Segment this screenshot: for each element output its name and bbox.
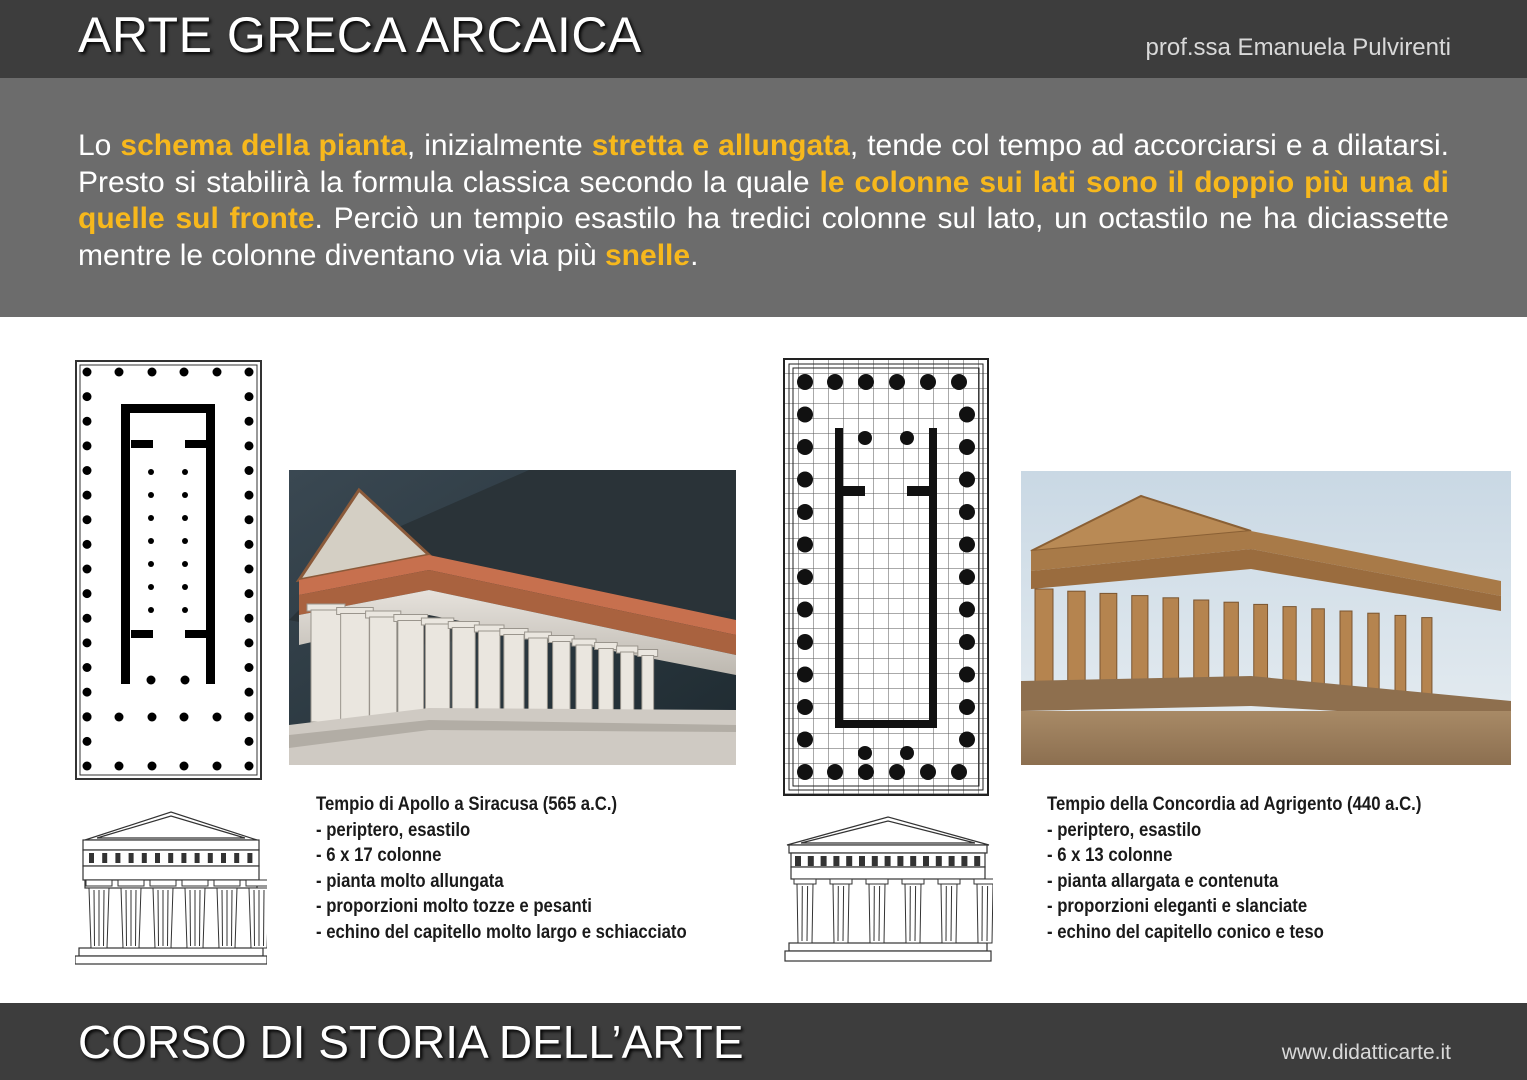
- column: [1368, 613, 1379, 699]
- column-dot: [83, 663, 92, 672]
- triglyph: [961, 856, 967, 866]
- intro-text: , tende col tempo ad accorciarsi e a dilatarsi. Presto si stabilirà la formula classica secondo la quale: [78, 129, 1449, 199]
- column-dot: [959, 699, 975, 715]
- triglyph: [949, 856, 955, 866]
- column-dot: [148, 469, 154, 475]
- column: [599, 649, 614, 716]
- column-dot: [797, 732, 813, 748]
- concordia-feature: - 6 x 13 colonne: [1047, 845, 1173, 867]
- column-dot: [827, 374, 843, 390]
- author-name: prof.ssa Emanuela Pulvirenti: [1145, 34, 1451, 61]
- column: [425, 624, 449, 720]
- column-dot: [797, 537, 813, 553]
- column-dot: [245, 515, 254, 524]
- triglyph: [846, 856, 852, 866]
- column-dot: [83, 368, 92, 377]
- intro-highlight: le colonne sui lati sono il doppio più una di quelle sul fronte: [78, 165, 1449, 235]
- column-dot: [148, 515, 154, 521]
- triglyph: [221, 853, 226, 863]
- column-dot: [797, 667, 813, 683]
- concordia-floor-plan: [783, 358, 989, 796]
- triglyph: [923, 856, 929, 866]
- intro-text: Lo: [78, 129, 121, 162]
- column-dot: [182, 584, 188, 590]
- intro-text: . Perciò un tempio esastilo ha tredici colonne sul lato, un octastilo ne ha diciassette mentre le colonne diventano via via più: [78, 202, 1449, 272]
- column-dot: [889, 374, 905, 390]
- intro-highlight: stretta e allungata: [591, 129, 850, 162]
- column-dot: [959, 407, 975, 423]
- flute: [94, 890, 95, 946]
- flute: [136, 890, 137, 946]
- column-shaft: [905, 884, 921, 943]
- column: [553, 642, 570, 717]
- triglyph: [129, 853, 134, 863]
- column: [478, 631, 500, 718]
- column-dot: [245, 565, 254, 574]
- column-dot: [858, 431, 872, 445]
- concordia-elevation-drawing: [783, 815, 993, 967]
- column-dot: [920, 764, 936, 780]
- flute: [200, 890, 201, 946]
- column: [1163, 598, 1179, 689]
- column-dot: [182, 469, 188, 475]
- column: [398, 621, 424, 721]
- triglyph: [115, 853, 120, 863]
- column-dot: [182, 561, 188, 567]
- column-dot: [797, 439, 813, 455]
- column-dot: [959, 667, 975, 683]
- column-dot: [148, 538, 154, 544]
- triglyph: [168, 853, 173, 863]
- column-dot: [920, 374, 936, 390]
- column-dot: [959, 569, 975, 585]
- triglyph: [910, 856, 916, 866]
- column-dot: [83, 713, 92, 722]
- apollo-temple-photo: [289, 470, 736, 765]
- triglyph: [897, 856, 903, 866]
- column-dot: [797, 634, 813, 650]
- column-dot: [900, 431, 914, 445]
- column: [1422, 618, 1432, 703]
- column-dot: [245, 638, 254, 647]
- column-dot: [148, 492, 154, 498]
- triglyph: [208, 853, 213, 863]
- column-dot: [797, 569, 813, 585]
- triglyph: [872, 856, 878, 866]
- column: [341, 614, 370, 722]
- capital: [830, 879, 852, 884]
- triglyph: [155, 853, 160, 863]
- triglyph: [885, 856, 891, 866]
- page-title: ARTE GRECA ARCAICA: [78, 7, 642, 63]
- capital: [938, 879, 960, 884]
- column-dot: [858, 374, 874, 390]
- column-dot: [797, 602, 813, 618]
- triglyph: [821, 856, 827, 866]
- column-dot: [797, 699, 813, 715]
- concordia-feature: - proporzioni eleganti e slanciate: [1047, 896, 1308, 918]
- course-title: CORSO DI STORIA DELL’ARTE: [78, 1016, 744, 1068]
- column-dot: [245, 713, 254, 722]
- capital: [118, 880, 144, 886]
- column-dot: [245, 688, 254, 697]
- triglyph: [102, 853, 107, 863]
- flute: [879, 886, 880, 941]
- column-dot: [245, 392, 254, 401]
- capital: [86, 880, 112, 886]
- column-dot: [180, 762, 189, 771]
- apollo-caption-title: Tempio di Apollo a Siracusa (565 a.C.): [316, 794, 618, 815]
- concordia-feature: - echino del capitello conico e teso: [1047, 921, 1324, 943]
- column: [452, 628, 475, 720]
- column-dot: [147, 676, 156, 685]
- column-dot: [83, 466, 92, 475]
- concordia-caption-title: Tempio della Concordia ad Agrigento (440 a.C.): [1047, 794, 1422, 815]
- intro-panel: [0, 78, 1527, 317]
- triglyph: [974, 856, 980, 866]
- concordia-feature: - periptero, esastilo: [1047, 819, 1202, 841]
- column-dot: [797, 764, 813, 780]
- triglyph: [936, 856, 942, 866]
- column-dot: [245, 589, 254, 598]
- column-shaft: [797, 884, 813, 943]
- column: [642, 656, 654, 715]
- website-link[interactable]: www.didatticarte.it: [1281, 1041, 1451, 1064]
- flute: [254, 890, 255, 946]
- triglyph: [833, 856, 839, 866]
- column-dot: [797, 407, 813, 423]
- column-dot: [245, 466, 254, 475]
- column-dot: [213, 762, 222, 771]
- flute: [126, 890, 127, 946]
- column-dot: [951, 374, 967, 390]
- intro-text: .: [690, 238, 699, 272]
- column-dot: [245, 663, 254, 672]
- apollo-caption: [316, 792, 687, 946]
- column-dot: [245, 762, 254, 771]
- column-dot: [245, 491, 254, 500]
- column-dot: [827, 764, 843, 780]
- column-dot: [951, 764, 967, 780]
- flute: [222, 890, 223, 946]
- column-dot: [797, 374, 813, 390]
- column-dot: [148, 368, 157, 377]
- capital: [246, 880, 267, 886]
- flute: [843, 886, 844, 941]
- column-shaft: [977, 884, 993, 943]
- apollo-feature: - 6 x 17 colonne: [316, 845, 442, 867]
- column-dot: [83, 417, 92, 426]
- apollo-floor-plan: [75, 360, 262, 780]
- column-dot: [148, 607, 154, 613]
- column-dot: [83, 441, 92, 450]
- column-dot: [83, 688, 92, 697]
- column-dot: [83, 540, 92, 549]
- header-bar: [0, 0, 1527, 78]
- capital: [214, 880, 240, 886]
- column: [1194, 600, 1209, 691]
- column-dot: [148, 762, 157, 771]
- column-dot: [858, 746, 872, 760]
- apollo-feature: - periptero, esastilo: [316, 819, 471, 841]
- column-dot: [83, 589, 92, 598]
- apollo-elevation-drawing: [75, 808, 267, 968]
- capital: [974, 879, 993, 884]
- column-dot: [83, 614, 92, 623]
- flute: [951, 886, 952, 941]
- concordia-temple-photo: [1021, 471, 1511, 765]
- column: [1100, 593, 1117, 686]
- column-dot: [245, 540, 254, 549]
- column-dot: [115, 713, 124, 722]
- flute: [104, 890, 105, 946]
- column-shaft: [941, 884, 957, 943]
- column-dot: [959, 732, 975, 748]
- column-shaft: [869, 884, 885, 943]
- concordia-feature: - pianta allargata e contenuta: [1047, 870, 1279, 892]
- intro-text: , inizialmente: [406, 129, 592, 162]
- column-dot: [858, 764, 874, 780]
- column: [1068, 591, 1085, 684]
- flute: [915, 886, 916, 941]
- column-dot: [889, 764, 905, 780]
- apollo-feature: - pianta molto allungata: [316, 870, 504, 892]
- apollo-feature: - echino del capitello molto largo e schiacciato: [316, 921, 687, 943]
- column-dot: [83, 737, 92, 746]
- intro-paragraph: [78, 128, 1449, 274]
- column-dot: [959, 472, 975, 488]
- capital: [150, 880, 176, 886]
- capital: [794, 879, 816, 884]
- column-dot: [148, 561, 154, 567]
- column-dot: [180, 368, 189, 377]
- column-dot: [245, 441, 254, 450]
- triglyph: [181, 853, 186, 863]
- column: [311, 610, 341, 722]
- column-dot: [900, 746, 914, 760]
- triglyph: [247, 853, 252, 863]
- column-dot: [180, 713, 189, 722]
- column-dot: [959, 602, 975, 618]
- column-dot: [182, 492, 188, 498]
- triglyph: [808, 856, 814, 866]
- intro-highlight: snelle: [605, 238, 691, 272]
- column-dot: [115, 368, 124, 377]
- column: [1395, 615, 1406, 701]
- flute: [158, 890, 159, 946]
- column-dot: [83, 491, 92, 500]
- column-dot: [83, 515, 92, 524]
- column-dot: [115, 762, 124, 771]
- column-dot: [959, 439, 975, 455]
- column-shaft: [833, 884, 849, 943]
- column-dot: [182, 515, 188, 521]
- flute: [232, 890, 233, 946]
- column-dot: [959, 537, 975, 553]
- capital: [866, 879, 888, 884]
- triglyph: [859, 856, 865, 866]
- flute: [807, 886, 808, 941]
- column-dot: [83, 392, 92, 401]
- column-dot: [797, 504, 813, 520]
- column: [370, 617, 397, 721]
- column-dot: [959, 634, 975, 650]
- column-dot: [245, 417, 254, 426]
- flute: [987, 886, 988, 941]
- column: [621, 652, 634, 715]
- column-dot: [245, 368, 254, 377]
- column-dot: [959, 504, 975, 520]
- capital: [182, 880, 208, 886]
- column-dot: [148, 584, 154, 590]
- column-dot: [83, 638, 92, 647]
- triglyph: [795, 856, 801, 866]
- triglyph: [142, 853, 147, 863]
- triglyph: [89, 853, 94, 863]
- column-dot: [182, 607, 188, 613]
- capital: [902, 879, 924, 884]
- column-dot: [181, 676, 190, 685]
- concordia-caption: [1047, 792, 1421, 946]
- apollo-feature: - proporzioni molto tozze e pesanti: [316, 896, 592, 918]
- footer-bar: [0, 1003, 1527, 1080]
- column-dot: [245, 737, 254, 746]
- column-dot: [83, 565, 92, 574]
- column-dot: [213, 368, 222, 377]
- column: [1132, 596, 1148, 688]
- column: [576, 645, 592, 716]
- flute: [168, 890, 169, 946]
- column-dot: [182, 538, 188, 544]
- triglyph: [234, 853, 239, 863]
- column-dot: [213, 713, 222, 722]
- column-dot: [148, 713, 157, 722]
- flute: [190, 890, 191, 946]
- triglyph: [195, 853, 200, 863]
- column: [504, 635, 524, 718]
- column-dot: [797, 472, 813, 488]
- column: [529, 638, 548, 717]
- flute: [264, 890, 265, 946]
- column: [1035, 589, 1053, 683]
- column-dot: [245, 614, 254, 623]
- column-dot: [83, 762, 92, 771]
- intro-highlight: schema della pianta: [120, 129, 407, 162]
